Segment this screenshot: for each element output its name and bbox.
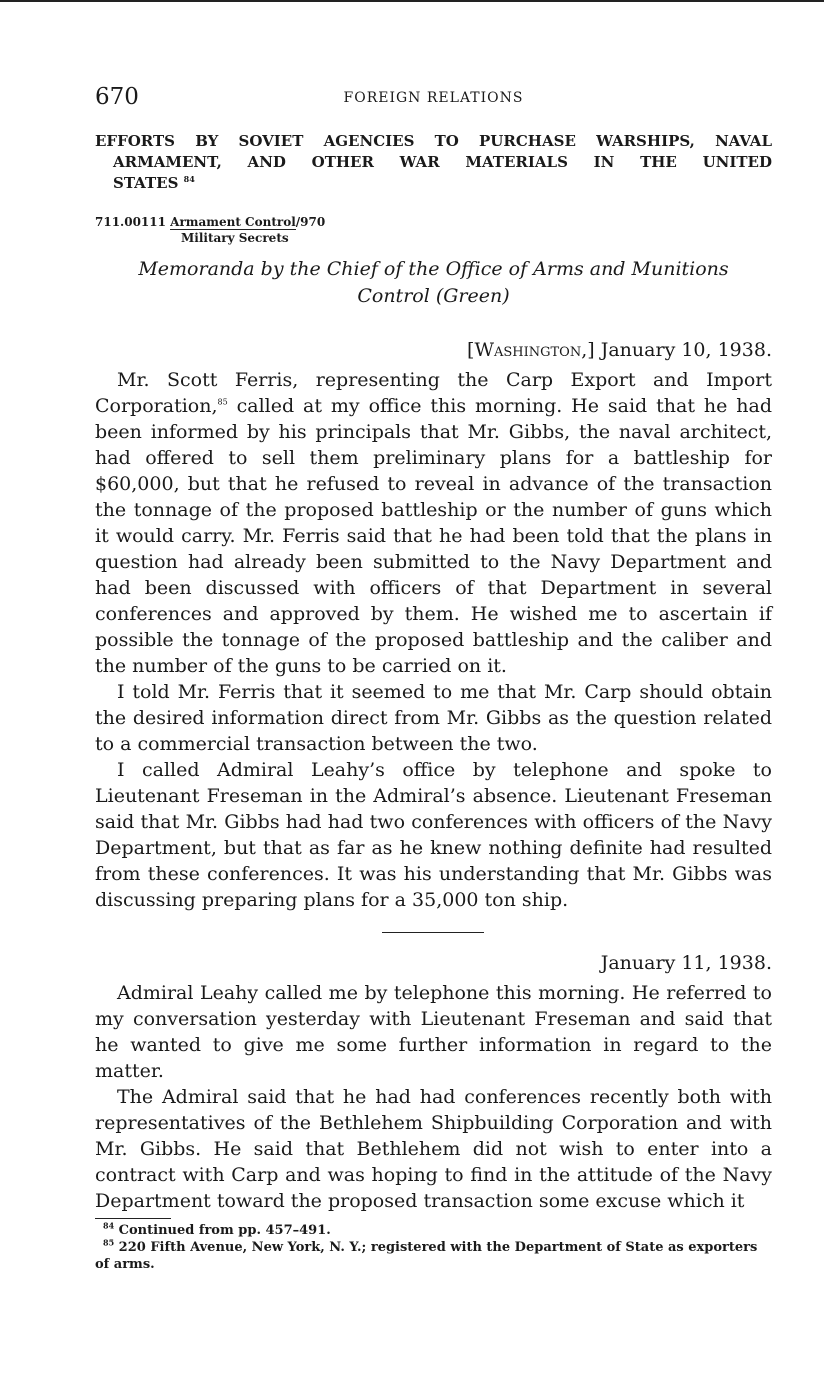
file-ref-category: Armament Control xyxy=(170,215,296,229)
paragraph: Admiral Leahy called me by telephone this morning. He referred to my conversation yesterday with Lieutenant Freseman and said that he wanted to give me some further information in regard to the matter. xyxy=(95,982,772,1082)
running-head xyxy=(95,84,772,114)
memo2-dateline xyxy=(601,950,772,976)
footnote-marker: 84 xyxy=(103,1220,115,1231)
footnote-text: 220 Fifth Avenue, New York, N. Y.; registered with the Department of State as exporters of arms. xyxy=(95,1240,758,1272)
footnotes xyxy=(95,1222,772,1273)
paragraph: The Admiral said that he had had conferences recently both with representatives of the Bethlehem Shipbuilding Corporation and with Mr. Gibbs. He said that Bethlehem did not wish to enter into a contract with Carp and was hoping to find in the attitude of the Navy Department toward the proposed transaction some excuse which it xyxy=(95,1086,772,1212)
section-heading-text: STATES xyxy=(113,174,179,192)
top-border-rule xyxy=(0,0,824,2)
dateline-date: January 11, 1938. xyxy=(600,952,772,974)
document-title-line: Memoranda by the Chief of the Office of Arms and Munitions xyxy=(138,258,729,280)
paragraph-text: called at my office this morning. He said that he had been informed by his principals that Mr. Gibbs, the naval architect, had offered to sell them preliminary plans for a battleship for $60,000, but that he refused to reveal in advance of the transaction the tonnage of the proposed battleship or the number of guns which it would carry. Mr. Ferris said that he had been told that the plans in question had already been submitted to the Navy Department and had been discussed with officers of that Department in several conferences and approved by them. He wished me to ascertain if possible the tonnage of the proposed battleship and the caliber and the number of the guns to be carried on it. xyxy=(95,395,772,677)
section-separator xyxy=(382,932,484,933)
footnote-rule xyxy=(95,1218,171,1219)
dateline-place: Washington, xyxy=(474,339,588,361)
dateline-bracket-open: [ xyxy=(467,339,475,361)
document-title-line: Control (Green) xyxy=(357,285,510,307)
memo1-dateline xyxy=(467,337,772,363)
memo1-body xyxy=(95,367,772,913)
section-heading-line xyxy=(95,173,772,194)
section-heading-line: EFFORTS BY SOVIET AGENCIES TO PURCHASE WARSHIPS, NAVAL xyxy=(95,132,772,150)
footnote-marker: 85 xyxy=(217,397,228,407)
dateline-date: January 10, 1938. xyxy=(600,339,772,361)
paragraph: I told Mr. Ferris that it seemed to me that Mr. Carp should obtain the desired information direct from Mr. Gibbs as the question related to a commercial transaction between the two. xyxy=(95,681,772,755)
footnote-marker: 85 xyxy=(103,1237,115,1248)
file-ref-subcategory: Military Secrets xyxy=(181,231,289,245)
section-heading-line: ARMAMENT, AND OTHER WAR MATERIALS IN THE UNITED xyxy=(113,153,772,171)
dateline-bracket-close: ] xyxy=(587,339,595,361)
footnote xyxy=(95,1239,772,1273)
section-heading xyxy=(95,131,772,194)
page-number: 670 xyxy=(95,84,139,110)
file-reference xyxy=(95,214,326,245)
running-title: FOREIGN RELATIONS xyxy=(343,90,524,106)
document-title xyxy=(95,256,772,310)
paragraph xyxy=(95,367,772,679)
footnote-marker: 84 xyxy=(183,174,195,184)
memo2-body xyxy=(95,980,772,1214)
file-ref-suffix: /970 xyxy=(295,215,326,229)
paragraph: I called Admiral Leahy’s office by telephone and spoke to Lieutenant Freseman in the Admiral’s absence. Lieutenant Freseman said that Mr. Gibbs had had two conferences with officers of the Navy Department, but that as far as he knew nothing definite had resulted from these conferences. It was his understanding that Mr. Gibbs was discussing preparing plans for a 35,000 ton ship. xyxy=(95,759,772,911)
file-ref-prefix: 711.00111 xyxy=(95,215,166,229)
footnote-text: Continued from pp. 457–491. xyxy=(114,1223,331,1238)
footnote xyxy=(95,1222,772,1239)
paragraph-text: Mr. Scott Ferris, representing the Carp Export and Import Corporation, xyxy=(95,369,772,417)
